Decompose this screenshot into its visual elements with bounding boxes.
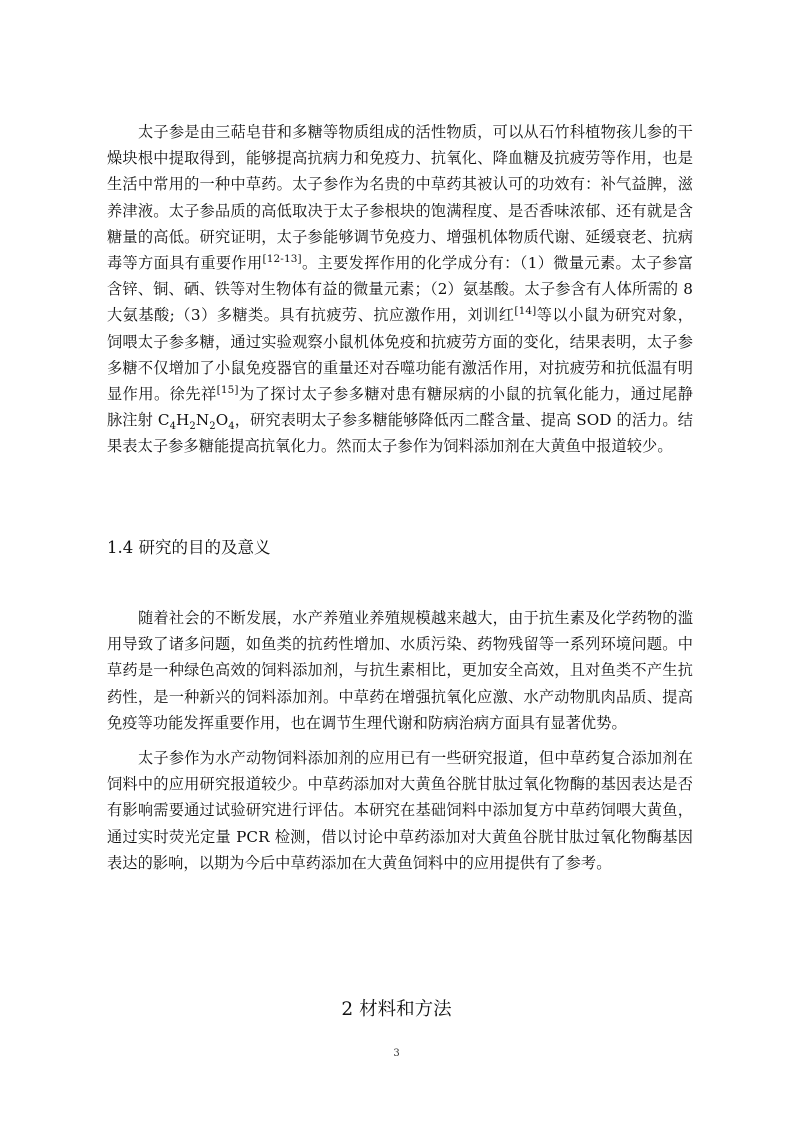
- section-heading: 1.4 研究的目的及意义: [107, 538, 271, 557]
- formula-subscript: 4: [228, 421, 235, 433]
- formula-element: O: [215, 411, 229, 430]
- chapter-heading: 2 材料和方法: [341, 999, 452, 1020]
- page-number: 3: [393, 1048, 400, 1059]
- paragraph-purpose: 随着社会的不断发展，水产养殖业养殖规模越来越大，由于抗生素及化学药物的滥用导致了诸多问题，如鱼类的抗药性增加、水质污染、药物残留等一系列环境问题。中草药是一种绿色高效的饲料添加剂，与抗生素相比，更加安全高效，且对鱼类不产生抗药性，是一种新兴的饲料添加剂。中草药在增强抗氧化应激、水产动物肌肉品质、提高免疫等功能发挥重要作用，也在调节生理代谢和防病治病方面具有显著优势。: [107, 609, 693, 732]
- citation: [15]: [216, 383, 239, 396]
- formula-element: N: [195, 411, 210, 430]
- paragraph-taizishen: [107, 119, 693, 460]
- paragraph-significance: 太子参作为水产动物饲料添加剂的应用已有一些研究报道，但中草药复合添加剂在饲料中的应用研究报道较少。中草药添加对大黄鱼谷胱甘肽过氧化物酶的基因表达是否有影响需要通过试验研究进行评估。本研究在基础饲料中添加复方中草药饲喂大黄鱼，通过实时荧光定量 PCR 检测，借以讨论中草药添加对大黄鱼谷胱甘肽过氧化物酶基因表达的影响，以期为今后中草药添加在大黄鱼饲料中的应用提供有了参考。: [107, 749, 693, 872]
- formula-subscript: 2: [209, 421, 216, 433]
- citation: [12-13]: [262, 252, 302, 265]
- paragraph-text: 为了探讨太子参多糖对患有糖尿病的小鼠的抗氧化能力，通过尾静脉注射 C: [107, 385, 693, 430]
- paragraph-text: 等以小鼠为研究对象，饲喂太子参多糖，通过实验观察小鼠机体免疫和抗疲劳方面的变化，结果表明，太子参多糖不仅增加了小鼠免疫器官的重量还对吞噬功能有激活作用，对抗疲劳和抗低温有明显作用。徐先祥: [107, 306, 693, 404]
- formula-subscript: 2: [189, 421, 196, 433]
- paragraph-text: 。主要发挥作用的化学成分有：（1）微量元素。太子参富含锌、铜、硒、铁等对生物体有益的微量元素；（2）氨基酸。太子参含有人体所需的 8 大氨基酸;（3）多糖类。具有抗疲劳、抗应激作用，刘训红: [107, 254, 693, 325]
- paragraph-text: ，研究表明太子参多糖能够降低丙二醛含量、提高 SOD 的活力。结果表太子参多糖能提高抗氧化力。然而太子参作为饲料添加剂在大黄鱼中报道较少。: [107, 411, 694, 456]
- citation: [14]: [514, 305, 537, 318]
- paragraph-text: 太子参是由三萜皂苷和多糖等物质组成的活性物质，可以从石竹科植物孩儿参的干燥块根中提取得到，能够提高抗病力和免疫力、抗氧化、降血糖及抗疲劳等作用，也是生活中常用的一种中草药。太子参作为名贵的中草药其被认可的功效有：补气益脾，滋养津液。太子参品质的高低取决于太子参根块的饱满程度、是否香味浓郁、还有就是含糖量的高低。研究证明，太子参能够调节免疫力、增强机体物质代谢、延缓衰老、抗病毒等方面具有重要作用: [107, 123, 693, 273]
- formula-subscript: 4: [169, 421, 177, 433]
- formula-element: H: [176, 411, 190, 430]
